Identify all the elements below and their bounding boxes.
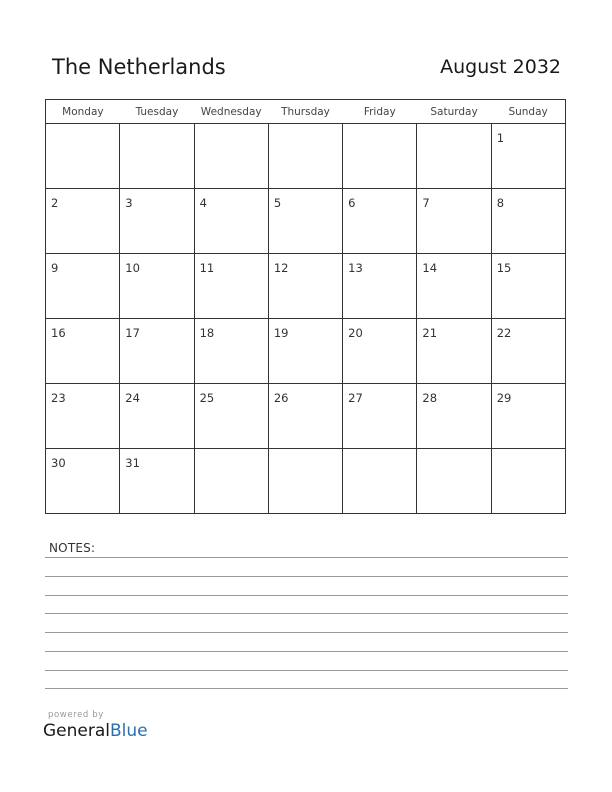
notes-line [45, 632, 568, 633]
day-number: 25 [199, 391, 215, 405]
calendar-week-row [46, 124, 566, 189]
notes-line [45, 670, 568, 671]
day-number: 10 [125, 261, 140, 275]
weekday-header: Friday [343, 100, 417, 124]
day-number: 1 [496, 131, 505, 145]
day-number [492, 449, 565, 456]
notes-line [45, 576, 568, 577]
day-cell [120, 449, 194, 514]
day-cell [120, 384, 194, 449]
day-cell [194, 189, 268, 254]
day-cell [343, 254, 417, 319]
day-number: 14 [422, 261, 438, 275]
day-cell [417, 384, 491, 449]
day-number: 13 [348, 261, 363, 275]
day-number: 23 [51, 391, 66, 405]
day-cell [46, 254, 120, 319]
country-title: The Netherlands [52, 55, 226, 79]
day-number: 16 [51, 326, 66, 340]
calendar-week-row [46, 384, 566, 449]
day-cell [491, 319, 565, 384]
day-number: 29 [496, 391, 512, 405]
day-cell [268, 189, 342, 254]
day-number: 15 [496, 261, 512, 275]
day-cell [268, 384, 342, 449]
brand-general: General [43, 721, 110, 741]
day-cell [268, 449, 342, 514]
day-cell [46, 449, 120, 514]
day-cell [343, 189, 417, 254]
day-cell [46, 319, 120, 384]
day-cell [268, 124, 342, 189]
day-cell [417, 449, 491, 514]
day-cell [417, 124, 491, 189]
day-cell [417, 189, 491, 254]
day-number [120, 124, 193, 131]
day-cell [417, 319, 491, 384]
weekday-header: Saturday [417, 100, 491, 124]
month-year-title: August 2032 [440, 56, 561, 78]
day-cell [194, 124, 268, 189]
day-cell [491, 449, 565, 514]
day-number [195, 449, 268, 456]
weekday-header: Thursday [268, 100, 342, 124]
weekday-header-row [46, 100, 566, 124]
day-cell [46, 384, 120, 449]
day-number: 31 [125, 456, 140, 470]
day-number [343, 449, 416, 456]
day-cell [194, 254, 268, 319]
weekday-header: Wednesday [194, 100, 268, 124]
day-number [46, 124, 119, 131]
day-number: 19 [273, 326, 289, 340]
day-number: 30 [51, 456, 66, 470]
brand-blue: Blue [110, 721, 148, 741]
notes-line [45, 688, 568, 689]
calendar-week-row [46, 319, 566, 384]
weekday-header: Sunday [491, 100, 565, 124]
day-cell [120, 189, 194, 254]
day-number: 7 [422, 196, 430, 210]
day-number: 27 [348, 391, 363, 405]
day-cell [343, 319, 417, 384]
day-cell [491, 124, 565, 189]
day-number: 2 [51, 196, 59, 210]
day-number [417, 449, 490, 456]
day-number [417, 124, 490, 131]
notes-line [45, 557, 568, 558]
day-cell [120, 319, 194, 384]
day-number: 12 [273, 261, 289, 275]
day-number: 5 [273, 196, 282, 210]
day-number: 20 [348, 326, 363, 340]
day-number: 26 [273, 391, 289, 405]
day-cell [194, 449, 268, 514]
day-cell [46, 189, 120, 254]
day-number: 3 [125, 196, 133, 210]
day-cell [268, 319, 342, 384]
day-cell [194, 384, 268, 449]
day-number [269, 449, 342, 456]
day-cell [120, 254, 194, 319]
day-number: 8 [496, 196, 505, 210]
day-number: 24 [125, 391, 140, 405]
powered-by-text: powered by [48, 710, 104, 720]
day-number: 4 [199, 196, 207, 210]
day-cell [343, 124, 417, 189]
generalblue-logo [43, 721, 148, 741]
day-number: 28 [422, 391, 438, 405]
day-cell [491, 254, 565, 319]
weekday-header: Monday [46, 100, 120, 124]
calendar-week-row [46, 189, 566, 254]
day-cell [46, 124, 120, 189]
calendar-grid [45, 99, 566, 514]
day-number [343, 124, 416, 131]
day-cell [417, 254, 491, 319]
day-cell [194, 319, 268, 384]
day-cell [120, 124, 194, 189]
day-number [269, 124, 342, 131]
day-number: 11 [199, 261, 215, 275]
notes-line [45, 595, 568, 596]
day-number: 21 [422, 326, 438, 340]
notes-line [45, 651, 568, 652]
day-cell [491, 384, 565, 449]
day-number: 17 [125, 326, 140, 340]
day-cell [268, 254, 342, 319]
day-cell [491, 189, 565, 254]
day-cell [343, 384, 417, 449]
day-number: 18 [199, 326, 215, 340]
day-number: 9 [51, 261, 59, 275]
day-number: 6 [348, 196, 356, 210]
day-number [195, 124, 268, 131]
calendar-week-row [46, 254, 566, 319]
notes-line [45, 613, 568, 614]
notes-label: NOTES: [49, 541, 96, 555]
day-number: 22 [496, 326, 512, 340]
weekday-header: Tuesday [120, 100, 194, 124]
day-cell [343, 449, 417, 514]
calendar-week-row [46, 449, 566, 514]
